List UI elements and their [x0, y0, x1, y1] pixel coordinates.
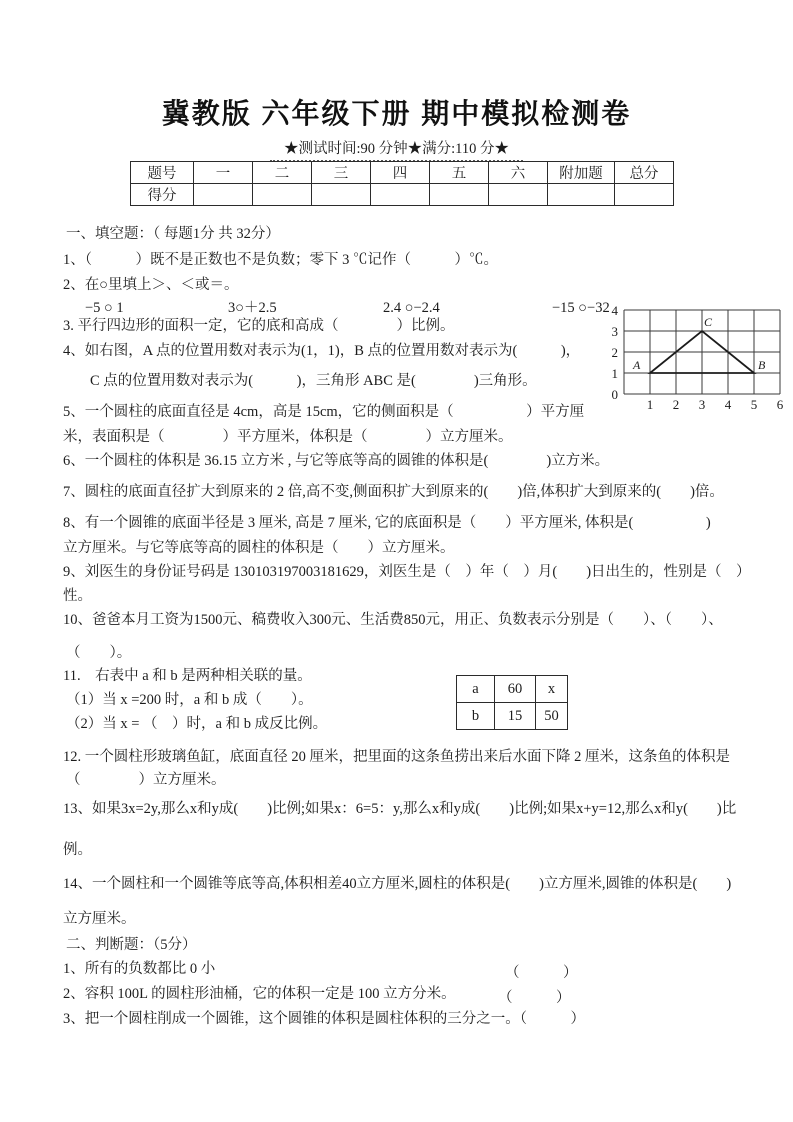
x-axis-label: 1 — [646, 397, 654, 412]
question-5-line2: 米，表面积是（ ）平方厘米，体积是（ ）立方厘米。 — [63, 429, 513, 445]
page-title: 冀教版 六年级下册 期中模拟检测卷 — [161, 98, 632, 129]
point-label-a: A — [633, 358, 641, 372]
score-cell-empty — [430, 184, 489, 206]
relation-cell: x — [536, 676, 568, 703]
question-10-line1: 10、爸爸本月工资为1500元、稿费收入300元、生活费850元，用正、负数表示分别是（ ）、（ ）、 — [63, 612, 723, 628]
relation-table-row-b — [457, 703, 568, 730]
x-axis-label: 6 — [776, 397, 784, 412]
question-4-line2: C 点的位置用数对表示为( )，三角形 ABC 是( )三角形。 — [90, 373, 537, 389]
score-table-cell: 附加题 — [548, 162, 615, 184]
coordinate-grid-figure — [604, 306, 790, 412]
exam-meta: ★测试时间:90 分钟★满分:110 分★ — [270, 137, 523, 162]
section2-heading: 二、判断题：（5分） — [66, 937, 197, 953]
question-4-line1: 4、如右图，A 点的位置用数对表示为(1，1)，B 点的位置用数对表示为( )， — [63, 343, 581, 359]
question-2-item-2: 3○＋2.5 — [228, 300, 277, 316]
score-table-cell: 题号 — [131, 162, 194, 184]
question-2-item-1: −5 ○ 1 — [85, 300, 124, 316]
score-table-header-row — [131, 162, 674, 184]
x-axis-label: 5 — [750, 397, 758, 412]
question-9-line2: 性。 — [63, 588, 92, 604]
question-14-line1: 14、一个圆柱和一个圆锥等底等高,体积相差40立方厘米,圆柱的体积是( )立方厘米,圆锥的体积是( ) — [63, 876, 732, 892]
relation-cell: a — [457, 676, 495, 703]
score-table-cell: 二 — [253, 162, 312, 184]
question-11: 11. 右表中 a 和 b 是两种相关联的量。 — [63, 668, 312, 684]
score-cell-empty — [615, 184, 674, 206]
question-8-line1: 8、有一个圆锥的底面半径是 3 厘米, 高是 7 厘米, 它的底面积是（ ）平方厘米, 体积是( ) — [63, 515, 711, 531]
judge-question-2-answer-blank: （ ） — [498, 990, 571, 1006]
question-13-line2: 例。 — [63, 842, 92, 858]
score-cell-empty — [312, 184, 371, 206]
question-2-item-4: −15 ○−32 — [552, 300, 610, 316]
judge-question-1-answer-blank: （ ） — [505, 965, 578, 981]
score-cell-empty — [371, 184, 430, 206]
judge-question-1: 1、所有的负数都比 0 小 — [63, 961, 216, 977]
score-table-cell: 三 — [312, 162, 371, 184]
score-table-cell: 五 — [430, 162, 489, 184]
question-2-item-3: 2.4 ○−2.4 — [383, 300, 440, 316]
point-label-b: B — [758, 358, 766, 372]
question-1: 1、（ ）既不是正数也不是负数；零下 3 ℃记作（ ）℃。 — [63, 252, 498, 268]
question-10-line2: （ ）。 — [66, 645, 132, 661]
y-axis-label: 1 — [611, 366, 618, 381]
question-6: 6、一个圆柱的体积是 36.15 立方米 , 与它等底等高的圆锥的体积是( )立方米。 — [63, 453, 610, 469]
exam-meta-row — [0, 137, 793, 162]
y-axis-label: 2 — [611, 345, 618, 360]
question-3: 3. 平行四边形的面积一定，它的底和高成（ ）比例。 — [63, 318, 455, 334]
y-axis-label: 4 — [611, 306, 618, 318]
question-11-sub2: （2）当 x = （ ）时，a 和 b 成反比例。 — [66, 716, 328, 732]
question-5-line1: 5、一个圆柱的底面直径是 4cm，高是 15cm，它的侧面积是（ ）平方厘 — [63, 404, 585, 420]
question-8-line2: 立方厘米。与它等底等高的圆柱的体积是（ ）立方厘米。 — [63, 540, 455, 556]
question-12-line1: 12. 一个圆柱形玻璃鱼缸，底面直径 20 厘米，把里面的这条鱼捞出来后水面下降 2 厘米，这条鱼的体积是 — [63, 749, 730, 765]
x-axis-label: 2 — [672, 397, 680, 412]
relation-cell: 15 — [495, 703, 536, 730]
score-table-cell: 六 — [489, 162, 548, 184]
relation-cell: 50 — [536, 703, 568, 730]
judge-question-3: 3、把一个圆柱削成一个圆锥，这个圆锥的体积是圆柱体积的三分之一。（ ） — [63, 1011, 585, 1027]
judge-question-2: 2、容积 100L 的圆柱形油桶，它的体积一定是 100 立方分米。 — [63, 986, 456, 1002]
question-2: 2、在○里填上＞、＜或＝。 — [63, 277, 239, 293]
question-14-line2: 立方厘米。 — [63, 911, 136, 927]
score-row-label: 得分 — [131, 184, 194, 206]
question-11-sub1: （1）当 x =200 时，a 和 b 成（ ）。 — [66, 692, 313, 708]
x-axis-label: 4 — [724, 397, 732, 412]
score-table-cell: 总分 — [615, 162, 674, 184]
question-7: 7、圆柱的底面直径扩大到原来的 2 倍,高不变,侧面积扩大到原来的( )倍,体积扩大到原来的( )倍。 — [63, 484, 724, 500]
score-cell-empty — [489, 184, 548, 206]
score-table-cell: 一 — [194, 162, 253, 184]
relation-cell: 60 — [495, 676, 536, 703]
y-axis-label: 3 — [611, 324, 618, 339]
section1-heading: 一、填空题：（ 每题1分 共 32分） — [66, 226, 280, 242]
point-label-c: C — [704, 315, 713, 329]
score-cell-empty — [194, 184, 253, 206]
score-cell-empty — [548, 184, 615, 206]
question-9-line1: 9、刘医生的身份证号码是 130103197003181629，刘医生是（ ）年（ ）月( )日出生的，性别是（ ） — [63, 564, 751, 580]
relation-table-row-a — [457, 676, 568, 703]
question-12-line2: （ ）立方厘米。 — [66, 772, 226, 788]
score-table — [130, 161, 674, 206]
score-cell-empty — [253, 184, 312, 206]
question-13-line1: 13、如果3x=2y,那么x和y成( )比例;如果x：6=5：y,那么x和y成( )比例;如果x+y=12,那么x和y( )比 — [63, 801, 737, 817]
score-table-cell: 四 — [371, 162, 430, 184]
y-axis-label: 0 — [611, 387, 618, 402]
score-table-score-row — [131, 184, 674, 206]
relation-cell: b — [457, 703, 495, 730]
relation-table — [456, 675, 568, 730]
x-axis-label: 3 — [698, 397, 706, 412]
